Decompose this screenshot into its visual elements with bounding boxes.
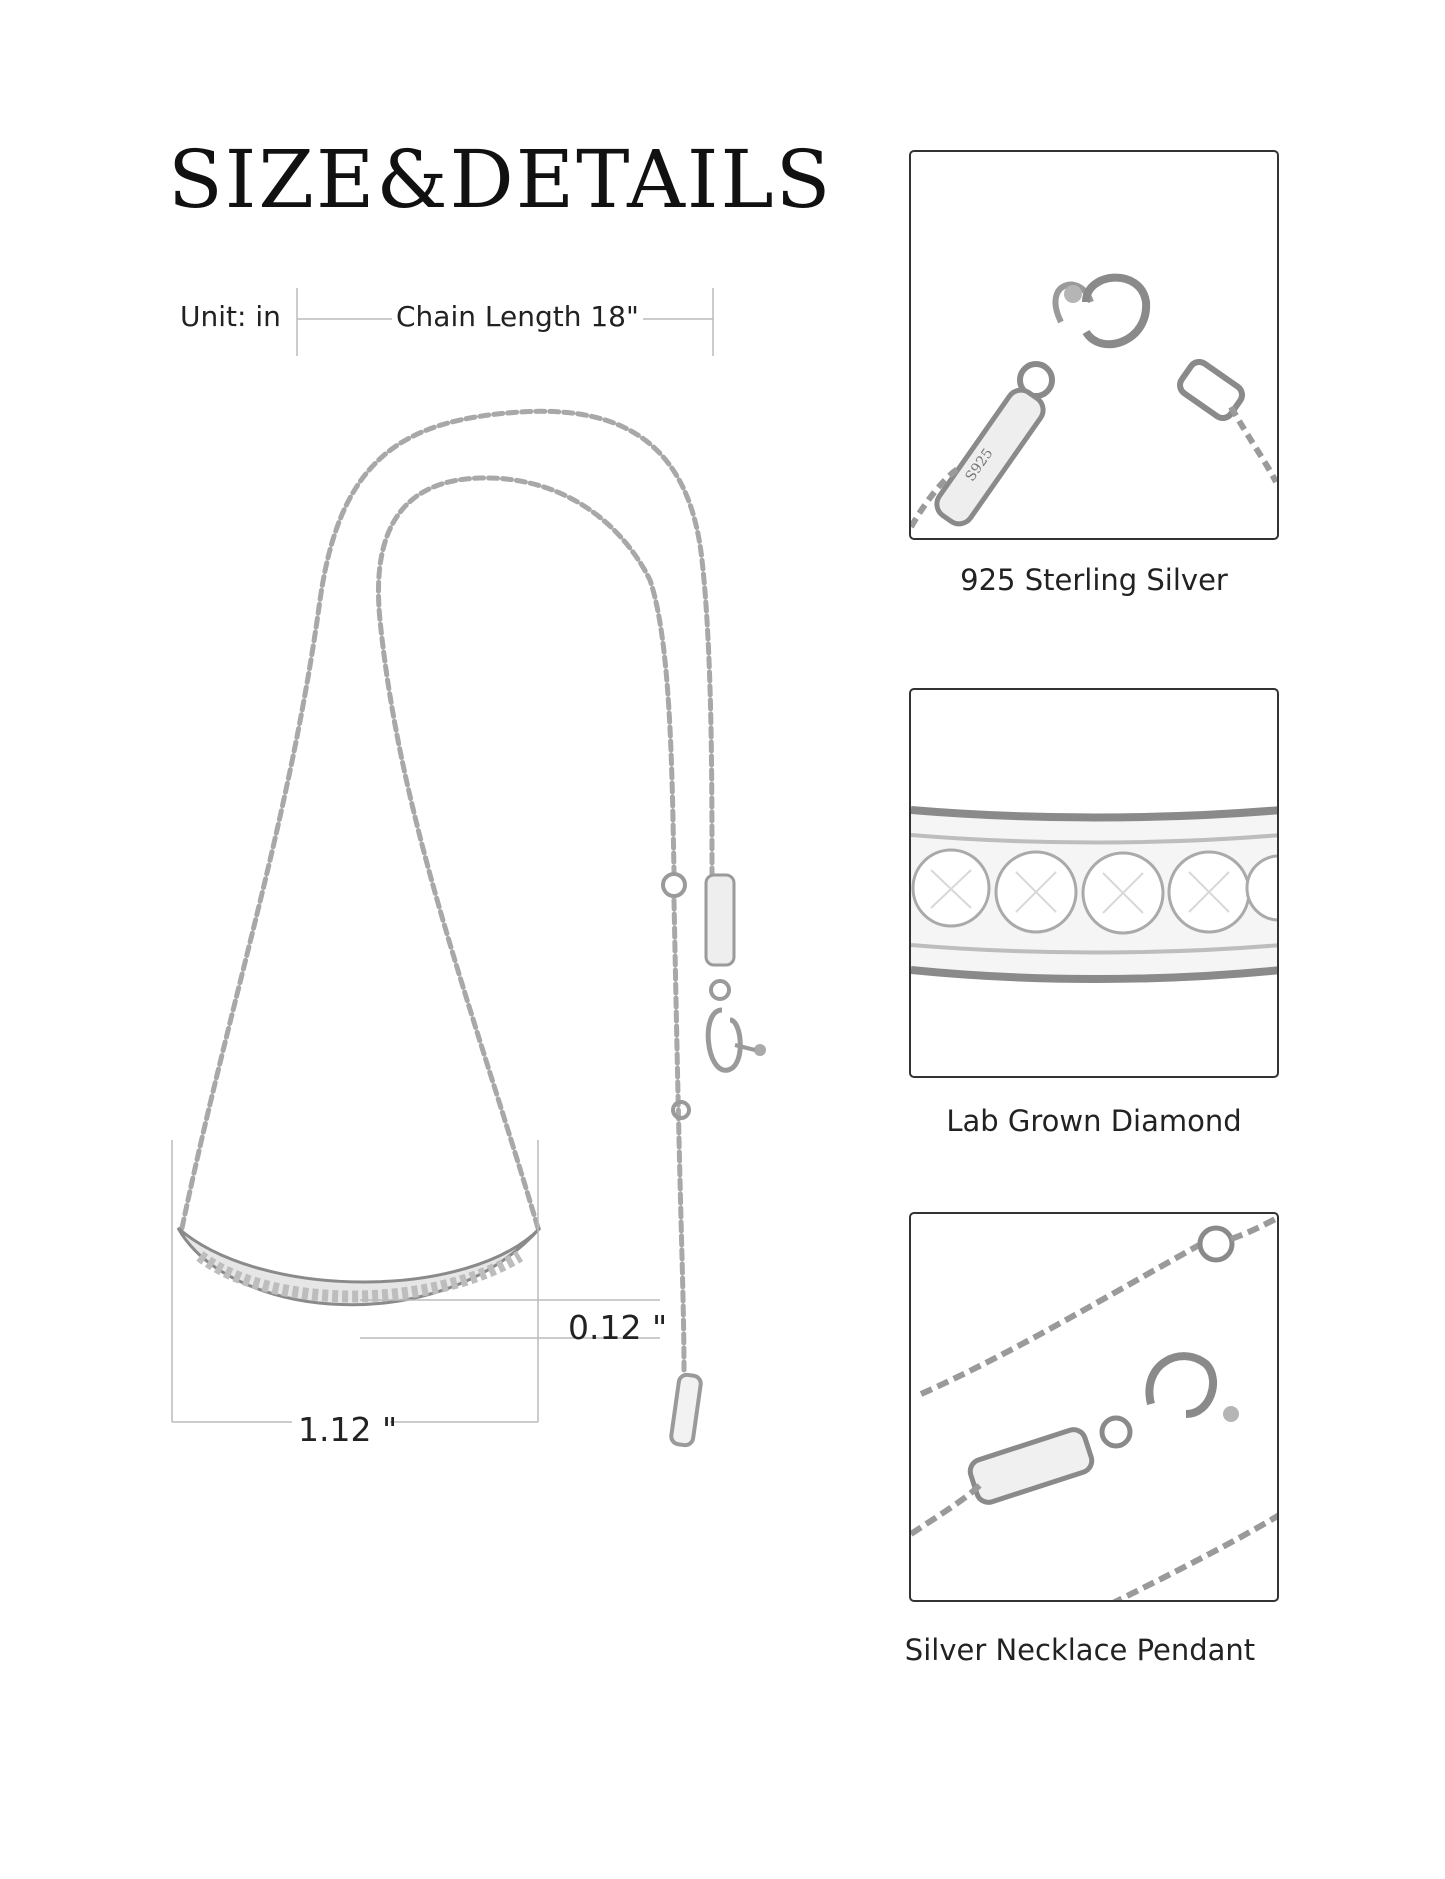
pendant-closeup-image <box>911 1214 1279 1602</box>
detail-image-pendant <box>909 1212 1279 1602</box>
s925-stamp: S925 <box>962 445 997 485</box>
caption-silver-necklace-pendant: Silver Necklace Pendant <box>904 1633 1256 1667</box>
pendant-height-label: 0.12 " <box>568 1308 668 1347</box>
detail-image-clasp <box>909 150 1279 540</box>
necklace-chain <box>182 411 712 1370</box>
crescent-pendant <box>178 1228 540 1305</box>
diamond-closeup-image <box>911 690 1279 1078</box>
page-title: SIZE&DETAILS <box>168 133 833 226</box>
clasp-closeup-image <box>911 152 1279 540</box>
caption-lab-grown-diamond: Lab Grown Diamond <box>946 1104 1242 1138</box>
chain-length-label: Chain Length 18" <box>392 300 643 333</box>
unit-label: Unit: in <box>180 300 281 333</box>
caption-sterling-silver: 925 Sterling Silver <box>960 563 1228 597</box>
pendant-width-label: 1.12 " <box>298 1410 398 1449</box>
detail-image-diamond <box>909 688 1279 1078</box>
